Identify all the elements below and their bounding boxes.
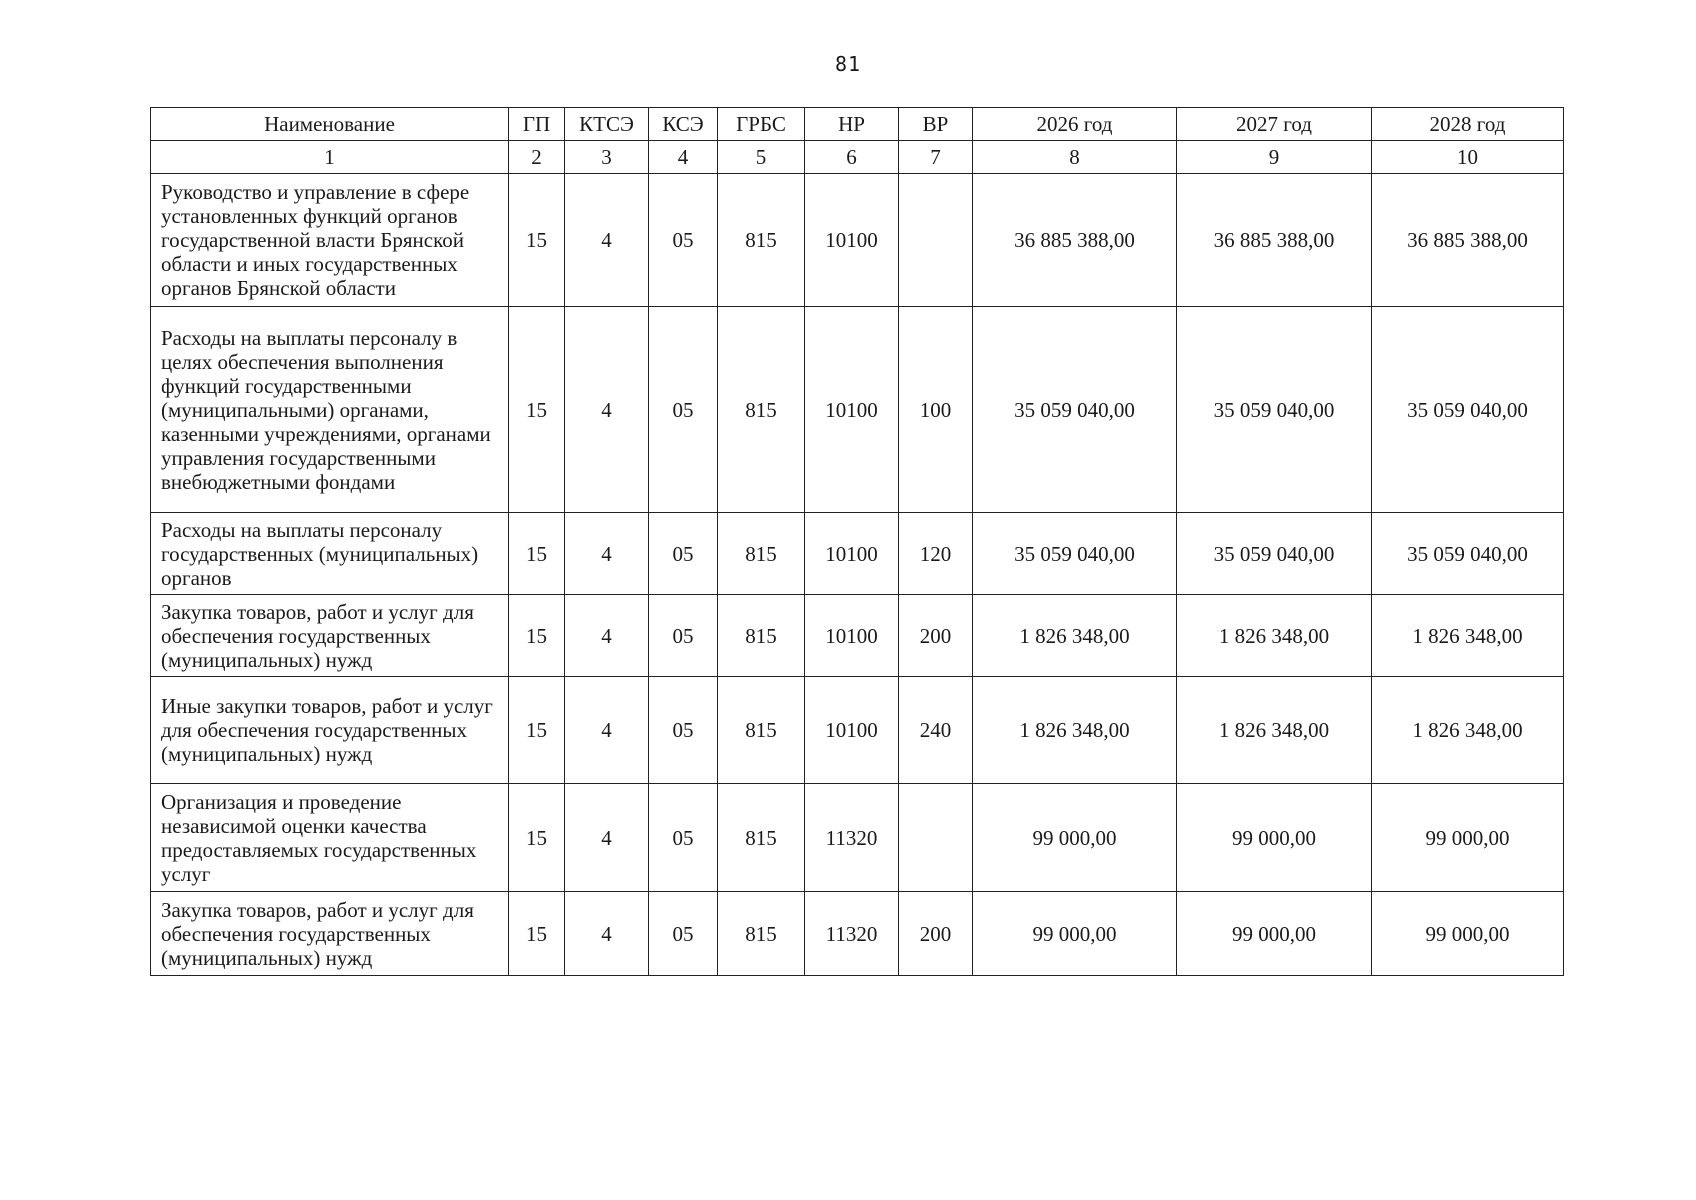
cell-2026: 1 826 348,00 [973,595,1177,677]
cell-nr: 10100 [805,307,899,513]
cell-2028: 35 059 040,00 [1372,513,1564,595]
header-gp: ГП [509,108,565,141]
row-name: Закупка товаров, работ и услуг для обеспечения государственных (муниципальных) нужд [151,595,509,677]
cell-vr: 120 [899,513,973,595]
cell-2028: 35 059 040,00 [1372,307,1564,513]
column-number: 10 [1372,141,1564,174]
cell-nr: 11320 [805,892,899,976]
cell-ktse: 4 [565,677,649,784]
table-row [151,513,1564,595]
cell-2026: 36 885 388,00 [973,174,1177,307]
cell-2027: 35 059 040,00 [1177,307,1372,513]
cell-2026: 99 000,00 [973,784,1177,892]
cell-kse: 05 [649,174,718,307]
cell-2026: 1 826 348,00 [973,677,1177,784]
column-number: 9 [1177,141,1372,174]
header-2028: 2028 год [1372,108,1564,141]
cell-grbs: 815 [718,677,805,784]
cell-2027: 1 826 348,00 [1177,595,1372,677]
cell-2027: 99 000,00 [1177,892,1372,976]
row-name: Расходы на выплаты персоналу в целях обеспечения выполнения функций государственными (муниципальными) органами, казенными учреждениями, органами управления государственными внебюджетными фондами [151,307,509,513]
cell-ktse: 4 [565,307,649,513]
cell-nr: 10100 [805,677,899,784]
cell-gp: 15 [509,677,565,784]
cell-ktse: 4 [565,174,649,307]
header-name: Наименование [151,108,509,141]
column-number: 2 [509,141,565,174]
column-number: 3 [565,141,649,174]
cell-grbs: 815 [718,892,805,976]
cell-2027: 36 885 388,00 [1177,174,1372,307]
cell-kse: 05 [649,784,718,892]
cell-ktse: 4 [565,513,649,595]
table-row [151,307,1564,513]
cell-vr: 200 [899,595,973,677]
header-nr: НР [805,108,899,141]
header-row [151,108,1564,141]
row-name: Иные закупки товаров, работ и услуг для обеспечения государственных (муниципальных) нужд [151,677,509,784]
column-number: 8 [973,141,1177,174]
cell-2027: 1 826 348,00 [1177,677,1372,784]
page-number: 81 [834,52,862,76]
cell-vr: 200 [899,892,973,976]
header-kse: КСЭ [649,108,718,141]
cell-2028: 1 826 348,00 [1372,677,1564,784]
cell-2026: 35 059 040,00 [973,307,1177,513]
cell-2027: 35 059 040,00 [1177,513,1372,595]
cell-gp: 15 [509,595,565,677]
cell-nr: 10100 [805,595,899,677]
row-name: Руководство и управление в сфере установленных функций органов государственной власти Брянской области и иных государственных органов Брянской области [151,174,509,307]
cell-kse: 05 [649,595,718,677]
table-row [151,595,1564,677]
cell-2026: 99 000,00 [973,892,1177,976]
table-row [151,784,1564,892]
cell-kse: 05 [649,513,718,595]
cell-grbs: 815 [718,307,805,513]
cell-vr: 100 [899,307,973,513]
cell-nr: 11320 [805,784,899,892]
row-name: Расходы на выплаты персоналу государственных (муниципальных) органов [151,513,509,595]
table-row [151,677,1564,784]
cell-2028: 99 000,00 [1372,892,1564,976]
cell-kse: 05 [649,892,718,976]
row-name: Организация и проведение независимой оценки качества предоставляемых государственных услуг [151,784,509,892]
cell-grbs: 815 [718,595,805,677]
cell-gp: 15 [509,784,565,892]
cell-gp: 15 [509,513,565,595]
cell-2028: 1 826 348,00 [1372,595,1564,677]
cell-2026: 35 059 040,00 [973,513,1177,595]
cell-grbs: 815 [718,784,805,892]
cell-nr: 10100 [805,174,899,307]
cell-vr: 240 [899,677,973,784]
cell-kse: 05 [649,307,718,513]
column-number: 4 [649,141,718,174]
table-row [151,174,1564,307]
cell-gp: 15 [509,892,565,976]
cell-grbs: 815 [718,513,805,595]
header-ktse: КТСЭ [565,108,649,141]
cell-vr [899,784,973,892]
table-row [151,892,1564,976]
cell-2027: 99 000,00 [1177,784,1372,892]
cell-grbs: 815 [718,174,805,307]
header-vr: ВР [899,108,973,141]
cell-gp: 15 [509,307,565,513]
cell-2028: 36 885 388,00 [1372,174,1564,307]
column-number: 1 [151,141,509,174]
column-number-row [151,141,1564,174]
cell-ktse: 4 [565,784,649,892]
header-grbs: ГРБС [718,108,805,141]
cell-ktse: 4 [565,892,649,976]
cell-nr: 10100 [805,513,899,595]
cell-vr [899,174,973,307]
budget-table [150,107,1564,976]
column-number: 5 [718,141,805,174]
header-2027: 2027 год [1177,108,1372,141]
column-number: 7 [899,141,973,174]
column-number: 6 [805,141,899,174]
cell-ktse: 4 [565,595,649,677]
row-name: Закупка товаров, работ и услуг для обеспечения государственных (муниципальных) нужд [151,892,509,976]
cell-gp: 15 [509,174,565,307]
header-2026: 2026 год [973,108,1177,141]
cell-2028: 99 000,00 [1372,784,1564,892]
cell-kse: 05 [649,677,718,784]
